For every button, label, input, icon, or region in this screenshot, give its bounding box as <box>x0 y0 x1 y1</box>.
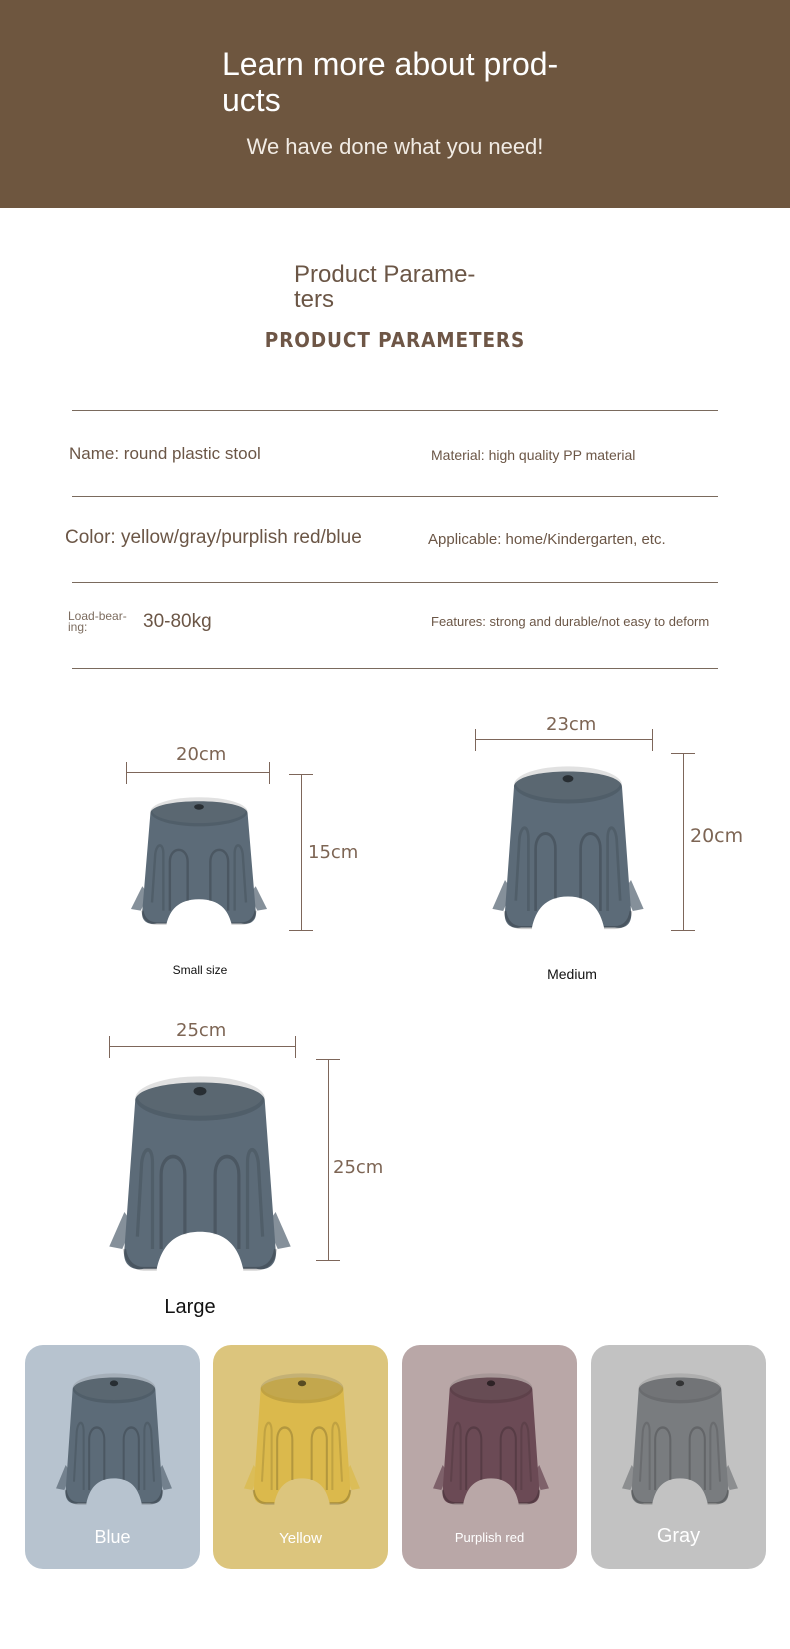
dimension-tick <box>475 729 476 751</box>
large-width-label: 25cm <box>176 1020 227 1041</box>
width-dimension-line <box>475 739 653 740</box>
param-features: Features: strong and durable/not easy to deform <box>431 614 710 629</box>
color-label-purplish-red: Purplish red <box>454 1530 525 1545</box>
color-label-yellow: Yellow <box>279 1530 322 1547</box>
stool-gray-icon <box>611 1365 749 1515</box>
param-color: Color: yellow/gray/purplish red/blue <box>65 527 362 548</box>
small-size-caption: Small size <box>172 963 228 977</box>
stool-medium-icon <box>478 756 658 942</box>
divider <box>72 582 718 583</box>
medium-width-label: 23cm <box>546 714 597 735</box>
hero-banner <box>0 0 790 208</box>
hero-subtitle: We have done what you need! <box>246 134 544 159</box>
stool-purplish-red-icon <box>422 1365 560 1515</box>
dimension-tick <box>126 762 127 784</box>
small-width-label: 20cm <box>176 744 227 765</box>
dimension-tick <box>289 930 313 931</box>
color-card-purplish-red[interactable] <box>402 1345 577 1569</box>
param-name: Name: round plastic stool <box>69 444 261 463</box>
width-dimension-line <box>126 772 270 773</box>
param-applicable: Applicable: home/Kindergarten, etc. <box>428 531 666 548</box>
dimension-tick <box>652 729 653 751</box>
dimension-tick <box>269 762 270 784</box>
color-label-gray: Gray <box>656 1525 701 1547</box>
dimension-tick <box>316 1260 340 1261</box>
height-dimension-line <box>301 774 302 930</box>
color-card-gray[interactable] <box>591 1345 766 1569</box>
height-dimension-line <box>328 1059 329 1260</box>
color-card-blue[interactable] <box>25 1345 200 1569</box>
medium-size-caption: Medium <box>547 966 597 982</box>
color-card-yellow[interactable] <box>213 1345 388 1569</box>
section-title-english: PRODUCT PARAMETERS <box>264 328 526 352</box>
dimension-tick <box>295 1036 296 1058</box>
dimension-tick <box>289 774 313 775</box>
stool-yellow-icon <box>233 1365 371 1515</box>
divider <box>72 496 718 497</box>
stool-small-icon <box>118 786 280 938</box>
dimension-tick <box>671 930 695 931</box>
divider <box>72 668 718 669</box>
small-height-label: 15cm <box>308 842 359 863</box>
dimension-tick <box>671 753 695 754</box>
height-dimension-line <box>683 753 684 930</box>
stool-blue-icon <box>45 1365 183 1515</box>
stool-large-icon <box>92 1064 308 1286</box>
large-size-caption: Large <box>164 1296 216 1318</box>
param-load-value: 30-80kg <box>143 611 212 632</box>
section-title: Product Parame- ters <box>294 261 476 313</box>
dimension-tick <box>316 1059 340 1060</box>
param-load-label: Load-bear- ing: <box>68 609 127 634</box>
width-dimension-line <box>109 1046 296 1047</box>
large-height-label: 25cm <box>333 1157 384 1178</box>
dimension-tick <box>109 1036 110 1058</box>
divider <box>72 410 718 411</box>
medium-height-label: 20cm <box>690 825 744 847</box>
color-label-blue: Blue <box>94 1527 131 1547</box>
param-material: Material: high quality PP material <box>431 447 636 463</box>
hero-title: Learn more about prod- ucts <box>222 46 559 118</box>
